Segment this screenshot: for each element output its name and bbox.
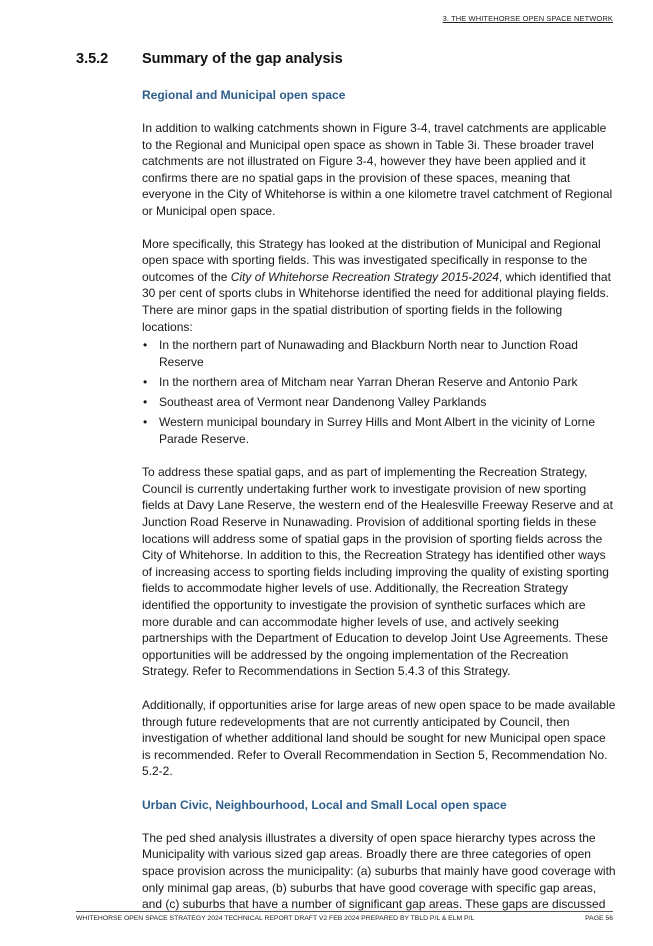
- bullet-icon: •: [143, 338, 148, 353]
- list-item-text: Western municipal boundary in Surrey Hills and Mont Albert in the vicinity of Lorne Parade Reserve.: [159, 415, 595, 446]
- recreation-strategy-title: City of Whitehorse Recreation Strategy 2015-2024: [230, 269, 499, 284]
- subheading-regional-municipal: Regional and Municipal open space: [142, 88, 346, 102]
- list-item: [142, 414, 616, 447]
- paragraph-ped-shed-analysis: The ped shed analysis illustrates a diversity of open space hierarchy types across the Municipality with various sized gap areas. Broadly there are three categories of open space provision across the municipality: (a) suburbs that mainly have good coverage with only minimal gap areas, (b) suburbs that have good coverage with specific gap areas, and (c) suburbs that have a number of significant gap areas. These gaps are discussed: [142, 830, 616, 912]
- footer-document-info: WHITEHORSE OPEN SPACE STRATEGY 2024 TECHNICAL REPORT DRAFT V2 FEB 2024 PREPARED BY TBLD P/L & ELM P/L: [76, 915, 475, 922]
- paragraph-additional-opportunities: Additionally, if opportunities arise for large areas of new open space to be made available through future redevelopments that are not currently anticipated by Council, then investigation of whether additional land should be sought for new Municipal open space is recommended. Refer to Overall Recommendation in Section 5, Recommendation No. 5.2-2.: [142, 697, 616, 779]
- paragraph-travel-catchments: In addition to walking catchments shown in Figure 3-4, travel catchments are applicable to the Regional and Municipal open space as shown in Table 3i. These broader travel catchments are not illustrated on Figure 3-4, however they have been applied and it confirms there are no spatial gaps in the provision of these spaces, meaning that everyone in the City of Whitehorse is within a one kilometre travel catchment of Regional or Municipal open space.: [142, 121, 613, 218]
- list-item: [142, 394, 616, 411]
- list-item-text: Southeast area of Vermont near Dandenong Valley Parklands: [159, 394, 487, 409]
- list-item-text: In the northern part of Nunawading and Blackburn North near to Junction Road Reserve: [159, 338, 578, 369]
- gap-locations-list: [142, 337, 616, 447]
- subheading-urban-civic-local: Urban Civic, Neighbourhood, Local and Small Local open space: [142, 797, 507, 812]
- bullet-icon: •: [143, 394, 148, 409]
- body-content: [142, 87, 616, 913]
- list-item: [142, 374, 616, 391]
- section-title: Summary of the gap analysis: [142, 51, 343, 67]
- bullet-icon: •: [143, 374, 148, 389]
- paragraph-addressing-gaps: To address these spatial gaps, and as part of implementing the Recreation Strategy, Council is currently undertaking further work to investigate provision of new sporting fields at Davy Lane Reserve, the western end of the Healesville Freeway Reserve and at Junction Road Reserve in Nunawading. Provision of additional sporting fields in these locations will address some of spatial gaps in the provision of sporting fields across the City of Whitehorse. In addition to this, the Recreation Strategy has identified other ways of increasing access to sporting fields including improving the quality of existing sporting fields to accommodate higher levels of use. Additionally, the Recreation Strategy identified the opportunity to investigate the provision of synthetic surfaces which are more durable and can accommodate higher levels of use, and actively seeking partnerships with the Department of Education to develop Joint Use Agreements. These opportunities will be addressed by the ongoing implementation of the Recreation Strategy. Refer to Recommendations in Section 5.4.3 of this Strategy.: [142, 465, 613, 679]
- page-number: PAGE 56: [585, 915, 613, 922]
- footer-divider: [76, 911, 613, 912]
- paragraph-sporting-fields-text-b: , which identified that 30 per cent of sports clubs in Whitehorse identified the need for additional playing fields. There are minor gaps in the spatial distribution of sporting fields in the following locations:: [142, 269, 611, 334]
- paragraph-sporting-fields: [142, 236, 616, 336]
- running-header: 3. THE WHITEHORSE OPEN SPACE NETWORK: [442, 14, 613, 23]
- paragraph-sporting-fields-text-a: More specifically, this Strategy has looked at the distribution of Municipal and Regional open space with sporting fields. This was investigated specifically in response to the outcomes of the: [142, 236, 601, 284]
- list-item-text: In the northern area of Mitcham near Yarran Dheran Reserve and Antonio Park: [159, 374, 578, 389]
- bullet-icon: •: [143, 415, 148, 429]
- section-number: 3.5.2: [76, 51, 109, 67]
- list-item: [142, 337, 616, 370]
